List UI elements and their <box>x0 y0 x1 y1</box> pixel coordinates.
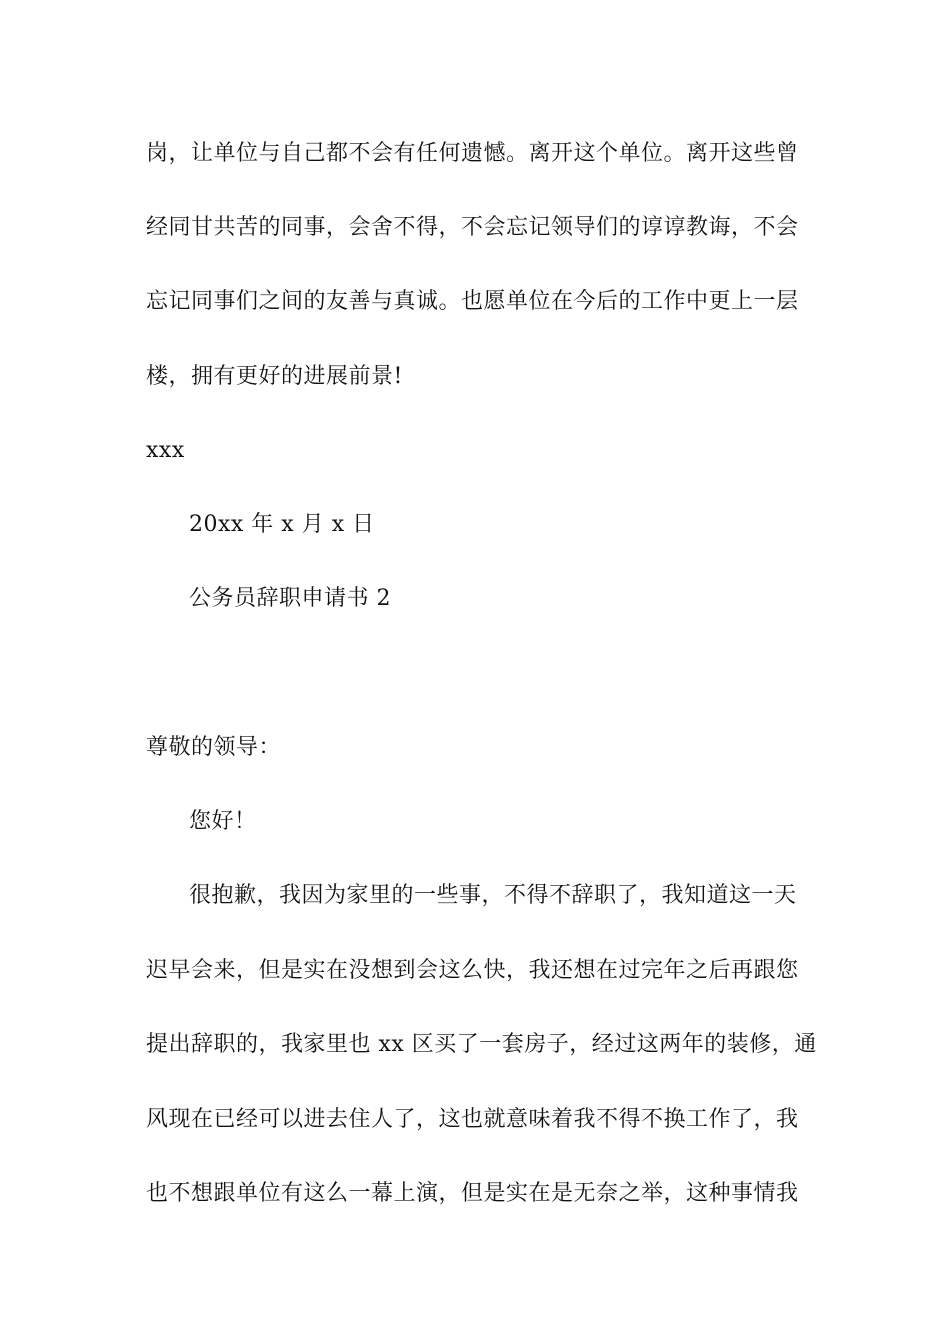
paragraph-line: 楼，拥有更好的进展前景! <box>146 364 403 389</box>
date: 20xx 年 x 月 x 日 <box>189 512 375 537</box>
section-title: 公务员辞职申请书 2 <box>189 586 391 611</box>
salutation: 尊敬的领导： <box>146 735 282 760</box>
signature: xxx <box>146 438 185 463</box>
paragraph-line: 经同甘共苦的同事，会舍不得，不会忘记领导们的谆谆教诲，不会 <box>146 215 799 240</box>
paragraph-line: 很抱歉，我因为家里的一些事，不得不辞职了，我知道这一天 <box>189 883 797 908</box>
paragraph-line: 迟早会来，但是实在没想到会这么快，我还想在过完年之后再跟您 <box>146 958 799 983</box>
paragraph-line: 岗，让单位与自己都不会有任何遗憾。离开这个单位。离开这些曾 <box>146 141 799 166</box>
paragraph-line: 忘记同事们之间的友善与真诚。也愿单位在今后的工作中更上一层 <box>146 289 799 314</box>
paragraph-line: 提出辞职的，我家里也 xx 区买了一套房子，经过这两年的装修，通 <box>146 1032 817 1057</box>
paragraph-line: 也不想跟单位有这么一幕上演，但是实在是无奈之举，这种事情我 <box>146 1181 799 1206</box>
paragraph-line: 风现在已经可以进去住人了，这也就意味着我不得不换工作了，我 <box>146 1107 799 1132</box>
greeting: 您好！ <box>189 809 257 834</box>
